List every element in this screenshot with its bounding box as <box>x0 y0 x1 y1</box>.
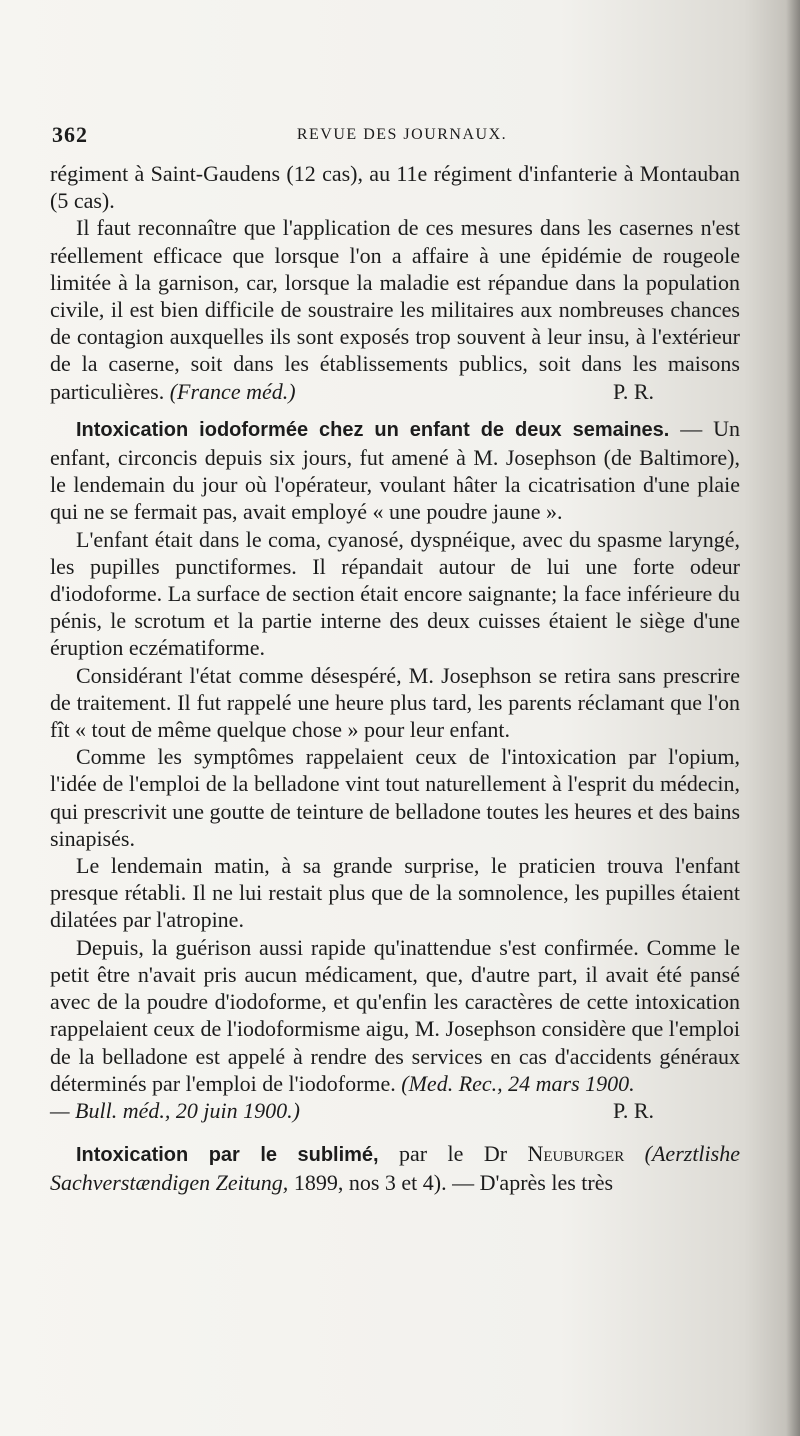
paragraph-measles-conclusion <box>50 214 740 404</box>
author-initials: P. R. <box>613 1097 654 1123</box>
paragraph <box>50 934 740 1097</box>
paragraph: L'enfant était dans le coma, cyanosé, dyspnéique, avec du spasme laryngé, les pupilles punctiformes. Il répandait autour de lui une forte odeur d'iodoforme. La surface de section était encore saignante; la face inférieure du pénis, le scrotum et la partie interne des deux cuisses étaient le siège d'une éruption eczématiforme. <box>50 526 740 661</box>
article-iodoform <box>50 415 740 526</box>
source-citation: (Med. Rec., 24 mars 1900. <box>401 1070 635 1096</box>
paragraph: Considérant l'état comme désespéré, M. Josephson se retira sans prescrire de traitement. Il fut rappelé une heure plus tard, les parents réclamant que l'on fît « tout de même quelque chose » pour leur enfant. <box>50 662 740 743</box>
source-citation: (France méd.) <box>169 378 296 404</box>
author-initials: P. R. <box>613 378 654 404</box>
running-title: REVUE DES JOURNAUX. <box>296 126 508 143</box>
paragraph-text: Il faut reconnaître que l'application de ces mesures dans les casernes n'est réellement efficace que lorsque l'on a affaire à une épidémie de rougeole limitée à la garnison, car, lorsque la maladie est répandue dans la population civile, il est bien difficile de soustraire les militaires aux nombreuses chances de contagion auxquelles ils sont exposés trop souvent à leur insu, à l'extérieur de la caserne, soit dans les établissements publics, soit dans les maisons particulières. <box>50 215 740 404</box>
journal-name: (Aerztlishe Sachverstændigen Zeitung, <box>50 1141 740 1196</box>
body-text <box>50 160 740 1197</box>
citation-line <box>50 1097 740 1124</box>
paragraph: Comme les symptômes rappelaient ceux de l'intoxication par l'opium, l'idée de l'emploi de la belladone vint tout naturellement à l'esprit du médecin, qui prescrivit une goutte de teinture de belladone toutes les heures et des bains sinapisés. <box>50 744 740 851</box>
paragraph-continuation: régiment à Saint-Gaudens (12 cas), au 11e régiment d'infanterie à Montauban (5 cas). <box>50 161 740 214</box>
paragraph: Le lendemain matin, à sa grande surprise, le praticien trouva l'enfant presque rétabli. Il ne lui restait plus que de la somnolence, les pupilles étaient dilatées par l'atropine. <box>50 853 740 933</box>
page-edge-shadow <box>786 0 800 1436</box>
source-citation: — Bull. méd., 20 juin 1900.) <box>50 1097 300 1123</box>
article-title: Intoxication iodoformée chez un enfant de deux semaines. <box>76 418 670 441</box>
author-prefix: par le Dr <box>378 1141 528 1167</box>
article-lead: — Un enfant, circoncis depuis six jours, fut amené à M. Josephson (de Baltimore), le lendemain du jour où l'opérateur, voulant hâter la cicatrisation d'une plaie qui ne se fermait pas, avait employé « une poudre jaune ». <box>50 415 740 525</box>
article-title: Intoxication par le sublimé, <box>76 1144 379 1167</box>
article-lead: 1899, nos 3 et 4). — D'après les très <box>288 1170 614 1196</box>
page-header <box>52 122 752 152</box>
article-sublimate <box>50 1140 740 1196</box>
author-name: Neuburger <box>527 1141 625 1167</box>
paragraph-text: Depuis, la guérison aussi rapide qu'inattendue s'est confirmée. Comme le petit être n'avait pris aucun médicament, que, d'autre part, il avait été pansé avec de la poudre d'iodoforme, et qu'enfin les caractères de cette intoxication rappelaient ceux de l'iodoformisme aigu, M. Josephson considère que l'emploi de la belladone est appelé à rendre des services en cas d'accidents généraux déterminés par l'emploi de l'iodoforme. <box>50 934 740 1096</box>
page-number: 362 <box>52 122 88 147</box>
